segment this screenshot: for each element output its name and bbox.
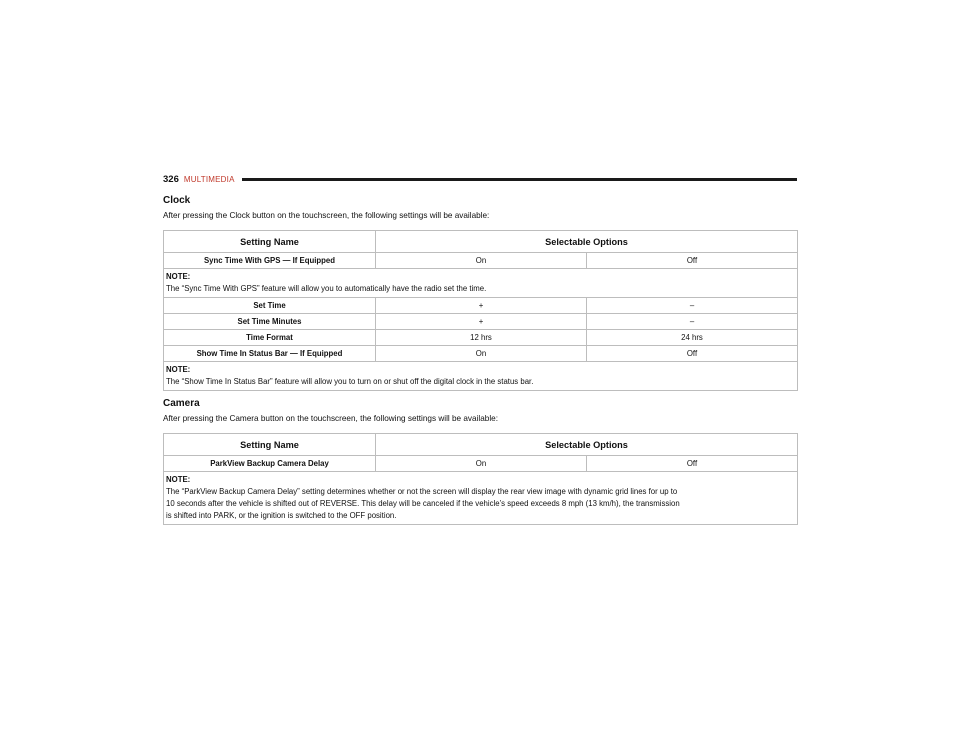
- table-header-row: [164, 231, 798, 253]
- table-header-row: [164, 434, 798, 456]
- col-setting-name: Setting Name: [164, 231, 376, 253]
- note-row: [164, 269, 798, 298]
- setting-name: Time Format: [164, 330, 376, 346]
- table-row: [164, 456, 798, 472]
- table-row: [164, 298, 798, 314]
- setting-name: Show Time In Status Bar — If Equipped: [164, 346, 376, 362]
- table-row: [164, 330, 798, 346]
- option-1: +: [376, 314, 587, 330]
- note-text-line-3: is shifted into PARK, or the ignition is switched to the OFF position.: [166, 511, 397, 520]
- note-text-line-1: The “ParkView Backup Camera Delay” setting determines whether or not the screen will display the rear view image with dynamic grid lines for up to: [166, 487, 678, 496]
- option-1: On: [376, 456, 587, 472]
- option-2: 24 hrs: [587, 330, 798, 346]
- option-1: On: [376, 253, 587, 269]
- option-1: On: [376, 346, 587, 362]
- camera-heading: Camera: [163, 398, 200, 409]
- option-2: –: [587, 314, 798, 330]
- table-row: [164, 346, 798, 362]
- clock-settings-table: [163, 230, 798, 391]
- option-1: +: [376, 298, 587, 314]
- note-cell: [164, 362, 798, 391]
- note-text: The “Sync Time With GPS” feature will allow you to automatically have the radio set the time.: [166, 284, 487, 293]
- section-title: MULTIMEDIA: [183, 174, 235, 184]
- note-text-line-2: 10 seconds after the vehicle is shifted out of REVERSE. This delay will be canceled if the vehicle’s speed exceeds 8 mph (13 km/h), the transmission: [166, 499, 680, 508]
- col-selectable-options: Selectable Options: [376, 434, 798, 456]
- col-selectable-options: Selectable Options: [376, 231, 798, 253]
- page-number: 326: [163, 173, 179, 185]
- setting-name: Sync Time With GPS — If Equipped: [164, 253, 376, 269]
- note-label: NOTE:: [166, 272, 191, 281]
- setting-name: ParkView Backup Camera Delay: [164, 456, 376, 472]
- option-2: Off: [587, 346, 798, 362]
- option-2: Off: [587, 456, 798, 472]
- note-text: The “Show Time In Status Bar” feature will allow you to turn on or shut off the digital clock in the status bar.: [166, 377, 534, 386]
- option-2: –: [587, 298, 798, 314]
- header-rule: [242, 178, 797, 181]
- option-2: Off: [587, 253, 798, 269]
- note-label: NOTE:: [166, 365, 191, 374]
- camera-intro: After pressing the Camera button on the touchscreen, the following settings will be available:: [163, 414, 498, 423]
- note-label: NOTE:: [166, 475, 191, 484]
- clock-intro: After pressing the Clock button on the touchscreen, the following settings will be available:: [163, 211, 490, 220]
- table-row: [164, 314, 798, 330]
- setting-name: Set Time Minutes: [164, 314, 376, 330]
- setting-name: Set Time: [164, 298, 376, 314]
- table-row: [164, 253, 798, 269]
- option-1: 12 hrs: [376, 330, 587, 346]
- clock-heading: Clock: [163, 195, 191, 206]
- note-cell: [164, 472, 798, 525]
- note-row: [164, 362, 798, 391]
- camera-settings-table: [163, 433, 798, 525]
- col-setting-name: Setting Name: [164, 434, 376, 456]
- note-row: [164, 472, 798, 525]
- page-header: [163, 172, 797, 186]
- note-cell: [164, 269, 798, 298]
